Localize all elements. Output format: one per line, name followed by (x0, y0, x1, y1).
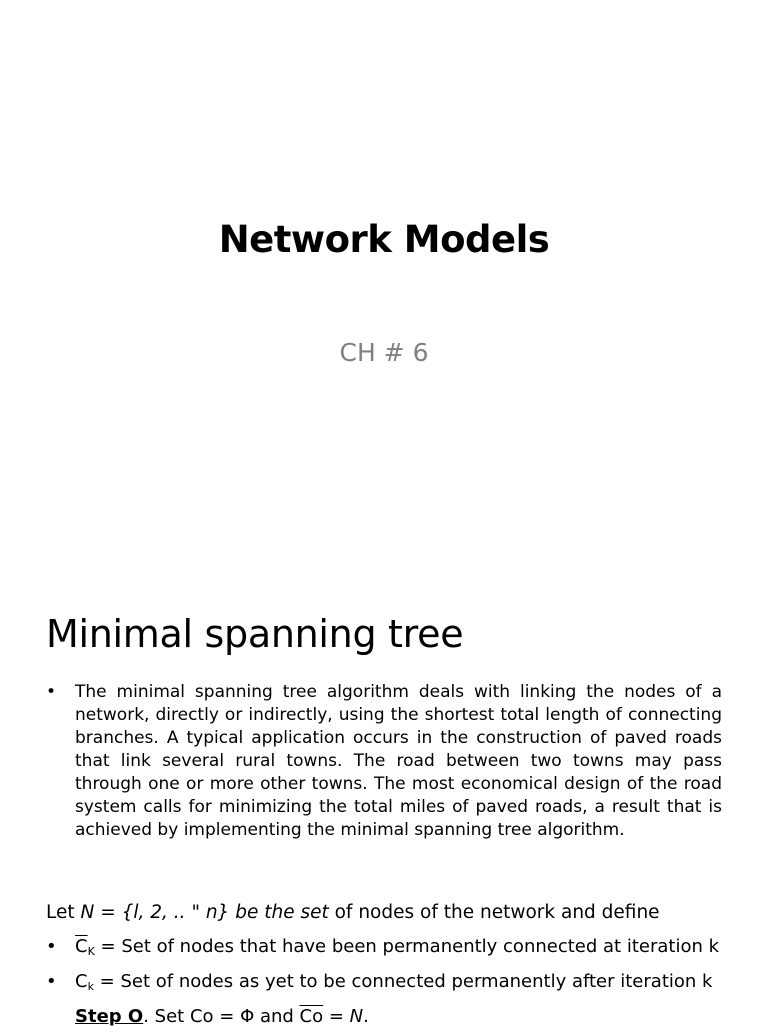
content-slide (0, 576, 768, 1027)
slide-subtitle: CH # 6 (339, 338, 429, 367)
step-n: N (349, 1006, 364, 1027)
step-zero (46, 1002, 719, 1032)
definition-item (46, 967, 719, 1002)
def1-subscript: K (87, 945, 95, 958)
def1-text: = Set of nodes that have been permanently connected at iteration k (94, 936, 720, 957)
def2-symbol: C (75, 971, 88, 992)
bullet-icon: • (46, 971, 57, 992)
slide-title: Network Models (218, 218, 550, 261)
bullet-item (46, 681, 722, 842)
definition-list (46, 932, 719, 1032)
def1-symbol: $\overline{C}$ (75, 936, 88, 957)
definition-intro (46, 902, 660, 923)
definition-text (75, 967, 712, 1002)
step-co-bar: $\overline{Co}$ (299, 1006, 324, 1027)
step-text: . Set Co = Φ and (143, 1006, 300, 1027)
definition-text (75, 932, 719, 967)
section-title: Minimal spanning tree (46, 612, 464, 656)
def2-text: = Set of nodes as yet to be connected permanently after iteration k (93, 971, 713, 992)
step-label: Step O (75, 1006, 144, 1027)
bullet-icon: • (46, 682, 57, 702)
def2-subscript: k (87, 980, 94, 993)
let-set: N = {l, 2, .. " n} be the set (80, 902, 329, 923)
description-paragraph (46, 681, 722, 842)
step-text-2: = (323, 1006, 350, 1027)
let-suffix: of nodes of the network and define (328, 902, 660, 923)
bullet-icon: • (46, 936, 57, 957)
bullet-text: The minimal spanning tree algorithm deals with linking the nodes of a network, directly or indirectly, using the shortest total length of connecting branches. A typical application occurs in the construction of paved roads that link several rural towns. The road between two towns may pass through one or more other towns. The most economical design of the road system calls for minimizing the total miles of paved roads, a result that is achieved by implementing the minimal spanning tree algorithm. (75, 682, 722, 840)
step-text-3: . (363, 1006, 369, 1027)
let-prefix: Let (46, 902, 81, 923)
definition-item (46, 932, 719, 967)
